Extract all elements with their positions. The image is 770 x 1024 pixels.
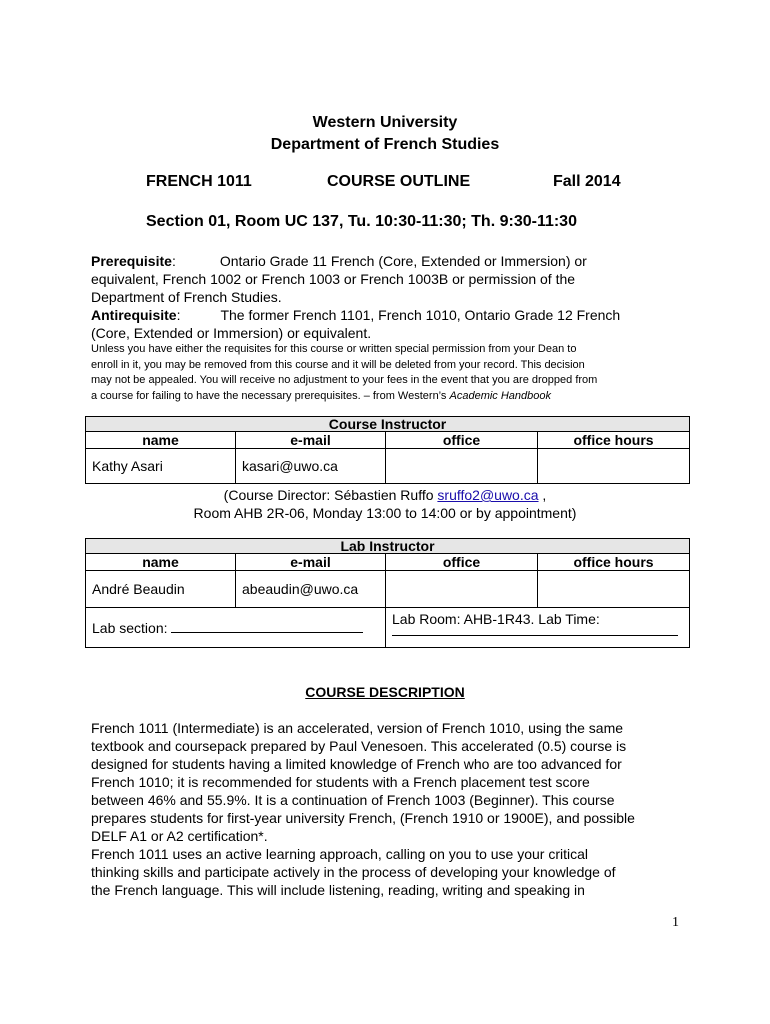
column-header-name: name	[86, 432, 236, 449]
prerequisite-text-2: equivalent, French 1002 or French 1003 or French 1003B or permission of the	[91, 271, 576, 287]
department-name: Department of French Studies	[270, 136, 500, 153]
column-header-office: office	[386, 554, 538, 571]
antirequisite-label: Antirequisite	[91, 307, 177, 323]
prerequisite-text-3: Department of French Studies.	[91, 289, 282, 305]
description-line: DELF A1 or A2 certification*.	[91, 828, 268, 844]
description-line: textbook and coursepack prepared by Paul Venesoen. This accelerated (0.5) course is	[91, 738, 627, 754]
course-director-email-link[interactable]: sruffo2@uwo.ca	[437, 487, 539, 503]
lab-instructor-office	[386, 571, 538, 608]
lab-instructor-name: André Beaudin	[86, 571, 236, 608]
description-line: French 1011 uses an active learning approach, calling on you to use your critical	[91, 846, 589, 862]
course-instructor-table	[85, 416, 690, 484]
page-number: 1	[672, 915, 679, 930]
table-row	[86, 449, 690, 484]
academic-handbook-ref: Academic Handbook	[449, 389, 552, 402]
description-line: between 46% and 55.9%. It is a continuation of French 1003 (Beginner). This course	[91, 792, 615, 808]
course-instructor-caption: Course Instructor	[86, 417, 690, 432]
prerequisite-text-1: Ontario Grade 11 French (Core, Extended or Immersion) or	[219, 253, 587, 269]
description-line: prepares students for first-year university French, (French 1910 or 1900E), and possible	[91, 810, 635, 826]
instructor-email: kasari@uwo.ca	[236, 449, 386, 484]
lab-instructor-office-hours	[538, 571, 690, 608]
description-line: designed for students having a limited knowledge of French who are too advanced for	[91, 756, 622, 772]
description-line: French 1010; it is recommended for students with a French placement test score	[91, 774, 590, 790]
column-header-name: name	[86, 554, 236, 571]
column-header-email: e-mail	[236, 432, 386, 449]
course-description-heading: COURSE DESCRIPTION	[305, 684, 465, 700]
lab-section-blank	[171, 620, 363, 633]
notice-line: enroll in it, you may be removed from this course and it will be deleted from your record. This decision	[91, 358, 585, 371]
description-line: French 1011 (Intermediate) is an accelerated, version of French 1010, using the same	[91, 720, 624, 736]
university-name: Western University	[312, 114, 458, 131]
course-code: FRENCH 1011	[146, 173, 252, 190]
term: Fall 2014	[553, 173, 621, 190]
prerequisite-label: Prerequisite	[91, 253, 172, 269]
course-director-room: Room AHB 2R-06, Monday 13:00 to 14:00 or by appointment)	[193, 505, 577, 521]
course-director-text: (Course Director: Sébastien Ruffo	[223, 487, 438, 503]
table-row	[86, 608, 690, 648]
lab-room-label: Lab Room: AHB-1R43. Lab Time:	[392, 611, 600, 627]
instructor-name: Kathy Asari	[86, 449, 236, 484]
lab-instructor-caption: Lab Instructor	[86, 539, 690, 554]
notice-line: may not be appealed. You will receive no adjustment to your fees in the event that you are dropped from	[91, 374, 598, 386]
table-row	[86, 571, 690, 608]
lab-section-cell	[86, 608, 386, 648]
course-description-body	[91, 719, 691, 899]
instructor-office-hours	[538, 449, 690, 484]
column-header-office-hours: office hours	[538, 554, 690, 571]
course-director-info: (Course Director: Sébastien Ruffo sruffo2@uwo.ca , Room AHB 2R-06, Monday 13:00 to 14:00 or by appointment)	[0, 486, 770, 522]
notice-line: Unless you have either the requisites for this course or written special permission from your Dean to	[91, 343, 577, 355]
section-line: Section 01, Room UC 137, Tu. 10:30-11:30; Th. 9:30-11:30	[146, 213, 577, 230]
column-header-office-hours: office hours	[538, 432, 690, 449]
description-line: thinking skills and participate actively in the process of developing your knowledge of	[91, 864, 616, 880]
notice-line: a course for failing to have the necessary prerequisites. – from Western’s	[91, 389, 450, 402]
requisite-notice	[91, 342, 691, 404]
column-header-office: office	[386, 432, 538, 449]
lab-time-blank	[392, 627, 678, 636]
document-type: COURSE OUTLINE	[327, 173, 471, 190]
antirequisite-text-2: (Core, Extended or Immersion) or equivalent.	[91, 325, 372, 341]
antirequisite-text-1: The former French 1101, French 1010, Ontario Grade 12 French	[220, 307, 621, 323]
lab-section-label: Lab section:	[92, 619, 172, 636]
instructor-office	[386, 449, 538, 484]
description-line: the French language. This will include listening, reading, writing and speaking in	[91, 882, 585, 898]
lab-instructor-email: abeaudin@uwo.ca	[236, 571, 386, 608]
prerequisite-block: Prerequisite: Ontario Grade 11 French (Core, Extended or Immersion) or equivalent, French 1002 or French 1003 or French 1003B or permission of the Department of French Studies.	[91, 252, 691, 306]
column-header-email: e-mail	[236, 554, 386, 571]
lab-instructor-table	[85, 538, 690, 648]
antirequisite-block: Antirequisite: The former French 1101, French 1010, Ontario Grade 12 French (Core, Extended or Immersion) or equivalent.	[91, 306, 691, 342]
lab-room-cell	[386, 608, 690, 648]
